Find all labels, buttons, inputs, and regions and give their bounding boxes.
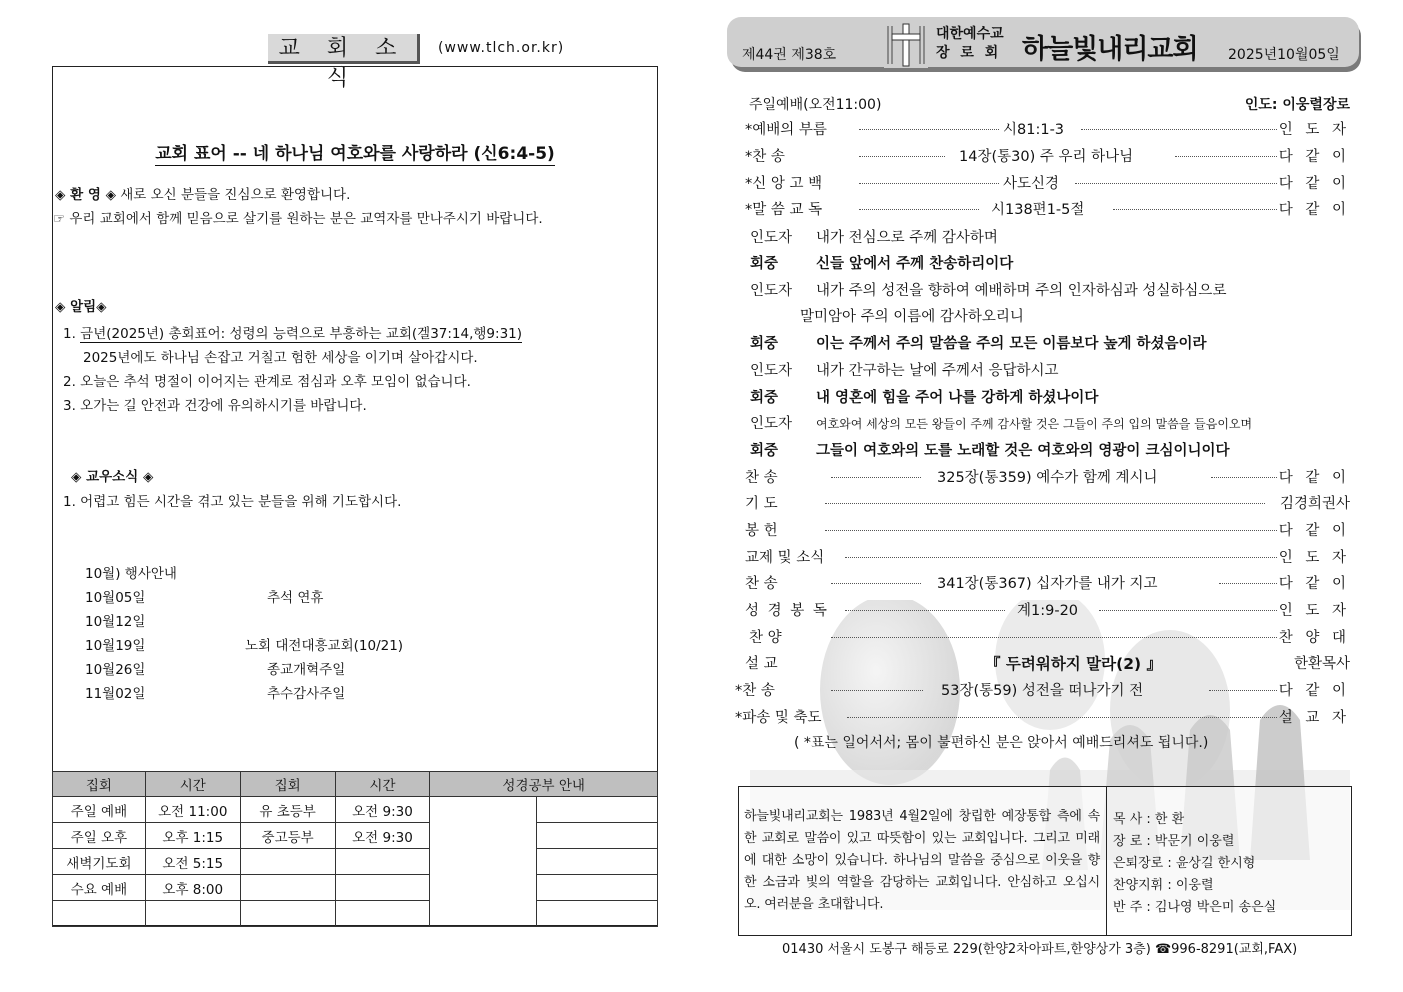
bible-study-cell xyxy=(430,797,537,927)
notice-item-1: 1. 금년(2025년) 총회표어: 성령의 능력으로 부흥하는 교회(겔37:14,행9:31) xyxy=(63,326,523,342)
order-item: 찬 양 찬 양 대 xyxy=(735,626,1350,648)
table-cell xyxy=(537,823,658,849)
bulletin-date: 2025년10월05일 xyxy=(1228,47,1340,63)
welcome-invite: ☞ 우리 교회에서 함께 믿음으로 살기를 원하는 분은 교역자를 만나주시기 바랍니다. xyxy=(53,211,543,227)
table-row xyxy=(53,797,658,823)
table-header: 집회 xyxy=(53,772,146,797)
staff-entry: 반 주 : 김나영 박은미 송은실 xyxy=(1113,900,1277,915)
order-item: 교제 및 소식 인 도 자 xyxy=(735,546,1350,568)
event-date: 10월12일 xyxy=(85,614,146,630)
welcome-section xyxy=(55,183,350,203)
welcome-heading: ◈ 환 영 ◈ xyxy=(55,187,116,203)
table-row xyxy=(53,875,658,901)
event-name: 노회 대전대흥교회(10/21) xyxy=(245,638,404,654)
notice-item-2: 2. 오늘은 추석 명절이 이어지는 관계로 점심과 오후 모임이 없습니다. xyxy=(63,374,471,390)
table-cell xyxy=(537,797,658,823)
table-cell xyxy=(53,901,146,927)
event-date: 10월05일 xyxy=(85,590,146,606)
responsive-line: 회중 신들 앞에서 주께 찬송하리이다 xyxy=(750,256,1014,272)
table-cell: 중고등부 xyxy=(240,823,335,849)
event-name: 종교개혁주일 xyxy=(267,662,346,678)
table-header: 시간 xyxy=(145,772,240,797)
volume-number: 제44권 제38호 xyxy=(742,47,837,63)
responsive-line: 말미암아 주의 이름에 감사하오리니 xyxy=(800,309,1024,325)
event-date: 10월26일 xyxy=(85,662,146,678)
members-heading: ◈ 교우소식 ◈ xyxy=(71,469,154,485)
members-item-1: 1. 어렵고 힘든 시간을 겪고 있는 분들을 위해 기도합시다. xyxy=(63,494,402,510)
service-leader: 인도: 이웅렬장로 xyxy=(1244,97,1350,113)
event-name: 추수감사주일 xyxy=(267,686,346,702)
table-cell: 오전 9:30 xyxy=(335,797,430,823)
staff-entry: 장 로 : 박문기 이웅렬 xyxy=(1113,834,1235,849)
order-item: 설 교 『 두려워하지 말라(2) 』 한환목사 xyxy=(735,652,1350,674)
standing-footnote: ( *표는 일어서서; 몸이 불편하신 분은 앉아서 예배드리셔도 됩니다.) xyxy=(794,735,1209,751)
notice-item-1b: 2025년에도 하나님 손잡고 거칠고 험한 세상을 이기며 살아갑시다. xyxy=(83,350,478,366)
welcome-text: 새로 오신 분들을 진심으로 환영합니다. xyxy=(120,187,351,203)
table-cell xyxy=(335,901,430,927)
table-cell: 오전 11:00 xyxy=(145,797,240,823)
service-header xyxy=(735,94,1350,116)
staff-entry: 은퇴장로 : 윤상길 한시형 xyxy=(1113,856,1256,871)
table-cell: 오전 5:15 xyxy=(145,849,240,875)
table-cell: 오후 1:15 xyxy=(145,823,240,849)
table-cell: 새벽기도회 xyxy=(53,849,146,875)
table-cell xyxy=(145,901,240,927)
denomination: 대한예수교 장 로 회 xyxy=(936,26,1004,61)
staff-entry: 찬양지휘 : 이웅렬 xyxy=(1113,878,1214,893)
table-row xyxy=(53,901,658,927)
event-date: 11월02일 xyxy=(85,686,146,702)
responsive-line: 인도자 내가 간구하는 날에 주께서 응답하시고 xyxy=(750,363,1059,379)
news-title: 교 회 소 식 xyxy=(268,34,420,64)
notice-item-3: 3. 오가는 길 안전과 건강에 유의하시기를 바랍니다. xyxy=(63,398,367,414)
info-divider xyxy=(1106,786,1107,936)
order-item: 성 경 봉 독 계1:9-20 인 도 자 xyxy=(735,599,1350,621)
table-cell: 오전 9:30 xyxy=(335,823,430,849)
table-cell xyxy=(240,849,335,875)
event-date: 10월19일 xyxy=(85,638,146,654)
table-cell: 주일 예배 xyxy=(53,797,146,823)
order-item: 기 도 김경희권사 xyxy=(735,492,1350,514)
news-panel xyxy=(52,66,658,926)
table-cell: 수요 예배 xyxy=(53,875,146,901)
order-item: *예배의 부름 시81:1-3 인 도 자 xyxy=(735,118,1350,140)
order-item: 찬 송 325장(통359) 예수가 함께 계시니 다 같 이 xyxy=(735,466,1350,488)
table-row xyxy=(53,849,658,875)
responsive-line: 인도자 여호와여 세상의 모든 왕들이 주께 감사할 것은 그들이 주의 입의 말씀을 들음이오며 xyxy=(750,416,1253,432)
order-item: 찬 송 341장(통367) 십자가를 내가 지고 다 같 이 xyxy=(735,572,1350,594)
table-cell: 주일 오후 xyxy=(53,823,146,849)
table-header: 시간 xyxy=(335,772,430,797)
table-cell: 유 초등부 xyxy=(240,797,335,823)
table-header: 집회 xyxy=(240,772,335,797)
church-introduction: 하늘빛내리교회는 1983년 4월2일에 창립한 예장통합 측에 속한 교회로 말씀이 있고 따뜻함이 있는 교회입니다. 그리고 미래에 대한 소망이 있습니다. 하나님의 말씀을 중심으로 이웃을 향한 소금과 빛의 역할을 감당하는 교회입니다. 안심하고 오십시오. 여러분을 초대합니다. xyxy=(744,809,1100,912)
order-item: *신 앙 고 백 사도신경 다 같 이 xyxy=(735,172,1350,194)
order-item: *파송 및 축도 설 교 자 xyxy=(735,706,1350,728)
staff-entry: 목 사 : 한 환 xyxy=(1113,812,1185,827)
order-item: *찬 송 14장(통30) 주 우리 하나님 다 같 이 xyxy=(735,145,1350,167)
table-cell xyxy=(537,849,658,875)
table-cell xyxy=(240,901,335,927)
table-cell xyxy=(335,875,430,901)
events-heading: 10월) 행사안내 xyxy=(85,566,177,582)
table-header-row xyxy=(53,772,658,797)
event-name: 추석 연휴 xyxy=(267,590,324,606)
responsive-line: 회중 그들이 여호와의 도를 노래할 것은 여호와의 영광이 크심이니이다 xyxy=(750,443,1230,459)
cross-logo-icon xyxy=(884,22,928,68)
table-cell xyxy=(240,875,335,901)
service-title: 주일예배(오전11:00) xyxy=(749,97,882,113)
table-cell xyxy=(335,849,430,875)
responsive-line: 인도자 내가 주의 성전을 향하여 예배하며 주의 인자하심과 성실하심으로 xyxy=(750,283,1227,299)
website-url[interactable]: (www.tlch.or.kr) xyxy=(438,40,565,56)
sermon-title: 『 두려워하지 말라(2) 』 xyxy=(985,655,1162,673)
table-cell xyxy=(537,875,658,901)
meeting-schedule-table xyxy=(52,771,658,927)
order-item: *말 씀 교 독 시138편1-5절 다 같 이 xyxy=(735,198,1350,220)
notice-heading: ◈ 알림◈ xyxy=(55,299,107,315)
order-item: 봉 헌 다 같 이 xyxy=(735,519,1350,541)
responsive-line: 인도자 내가 전심으로 주께 감사하며 xyxy=(750,230,998,246)
responsive-line: 회중 이는 주께서 주의 말씀을 주의 모든 이름보다 높게 하셨음이라 xyxy=(750,336,1207,352)
table-cell: 오후 8:00 xyxy=(145,875,240,901)
table-header: 성경공부 안내 xyxy=(430,772,658,797)
responsive-line: 회중 내 영혼에 힘을 주어 나를 강하게 하셨나이다 xyxy=(750,390,1099,406)
church-address: 01430 서울시 도봉구 해등로 229(한양2차아파트,한양상가 3층) ☎996-8291(교회,FAX) xyxy=(782,942,1298,957)
order-item: *찬 송 53장(통59) 성전을 떠나가기 전 다 같 이 xyxy=(735,679,1350,701)
table-cell xyxy=(537,901,658,927)
church-name: 하늘빛내리교회 xyxy=(1022,34,1198,65)
table-row xyxy=(53,823,658,849)
church-motto: 교회 표어 -- 네 하나님 여호와를 사랑하라 (신6:4-5) xyxy=(155,144,555,164)
